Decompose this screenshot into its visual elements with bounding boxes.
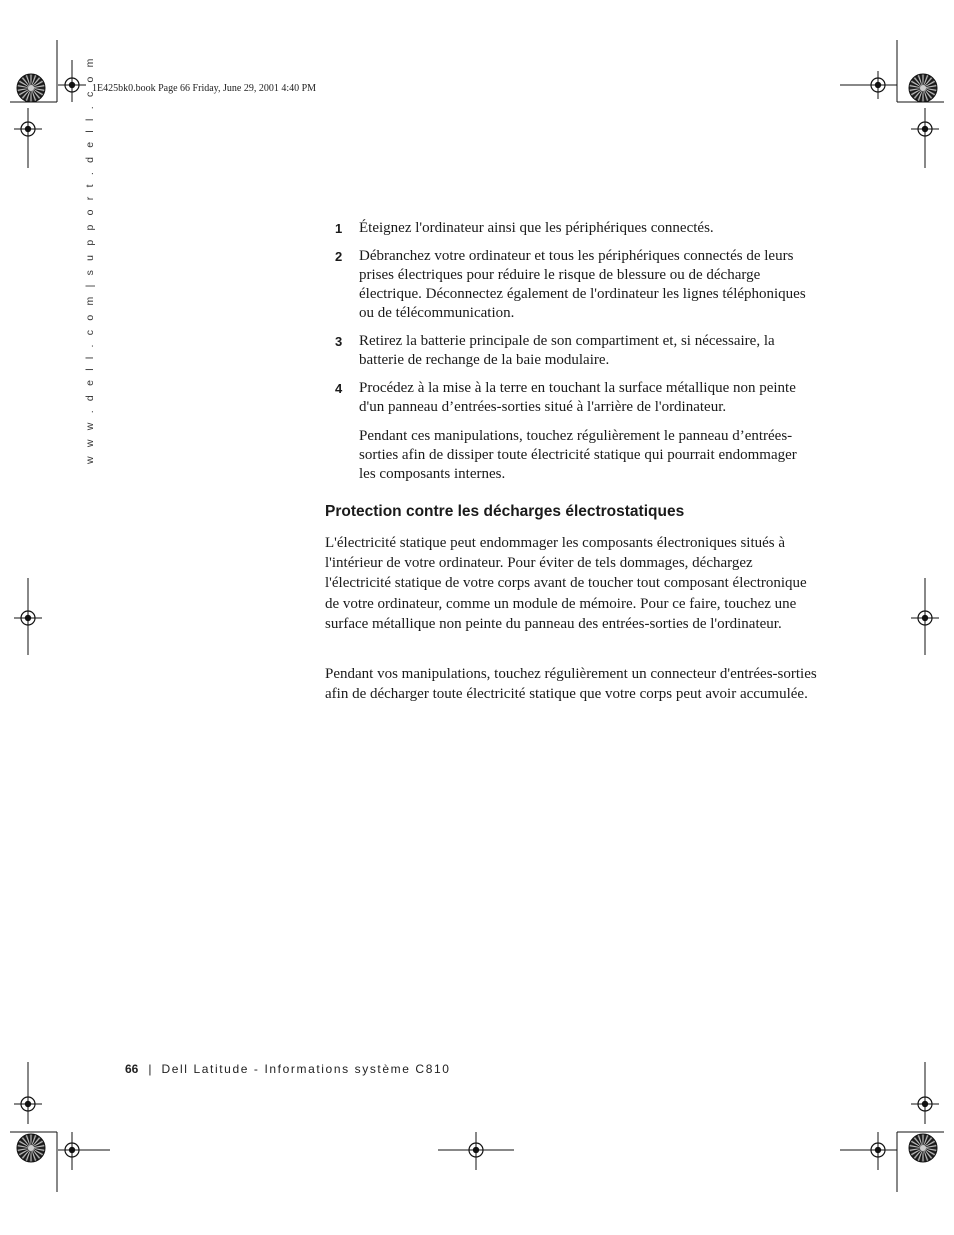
side-url-text: w w w . d e l l . c o m | s u p p o r t . d e l l . c o m — [84, 55, 96, 464]
step-text: Éteignez l'ordinateur ainsi que les périphériques connectés. — [359, 220, 714, 236]
step-number: 3 — [335, 334, 343, 349]
body-paragraph: Pendant vos manipulations, touchez régulièrement un connecteur d'entrées-sorties afin de décharger toute électricité statique que votre corps peut avoir accumulée. — [325, 666, 817, 703]
color-target-icon — [17, 74, 45, 102]
color-target-icon — [909, 74, 937, 102]
print-slug: 1E425bk0.book Page 66 Friday, June 29, 2001 4:40 PM — [92, 83, 317, 94]
section-heading: Protection contre les décharges électrostatiques — [325, 503, 685, 520]
color-target-icon — [909, 1134, 937, 1162]
list-item — [335, 332, 815, 370]
list-item — [335, 379, 815, 417]
step-number: 2 — [335, 249, 343, 264]
page-number: 66 — [125, 1062, 139, 1076]
list-item — [335, 219, 815, 238]
footer-title: Dell Latitude - Informations système C810 — [161, 1062, 451, 1076]
steps-list — [335, 219, 815, 484]
step-note: Pendant ces manipulations, touchez régulièrement le panneau d’entrées-sorties afin de dissiper toute électricité statique qui pourrait endommager les composants internes. — [359, 428, 797, 482]
step-text: Procédez à la mise à la terre en touchant la surface métallique non peinte d'un panneau d’entrées-sorties situé à l'arrière de l'ordinateur. — [359, 380, 796, 415]
page-footer — [125, 1062, 451, 1076]
step-number: 4 — [335, 381, 343, 396]
step-text: Retirez la batterie principale de son compartiment et, si nécessaire, la batterie de rechange de la baie modulaire. — [359, 333, 775, 368]
step-number: 1 — [335, 221, 343, 236]
list-item — [335, 247, 815, 323]
step-text: Débranchez votre ordinateur et tous les périphériques connectés de leurs prises électriques pour réduire le risque de blessure ou de décharge électrique. Déconnectez également de l'ordinateur les lignes téléphoniques ou de télécommunication. — [359, 248, 806, 321]
body-paragraph: L'électricité statique peut endommager les composants électroniques situés à l'intérieur de votre ordinateur. Pour éviter de tels dommages, déchargez l'électricité statique de votre corps avant de toucher tout composant électronique de votre ordinateur, comme un module de mémoire. Pour ce faire, touchez une surface métallique non peinte du panneau des entrées-sorties de l'ordinateur. — [325, 535, 807, 632]
color-target-icon — [17, 1134, 45, 1162]
footer-separator: | — [148, 1062, 152, 1076]
